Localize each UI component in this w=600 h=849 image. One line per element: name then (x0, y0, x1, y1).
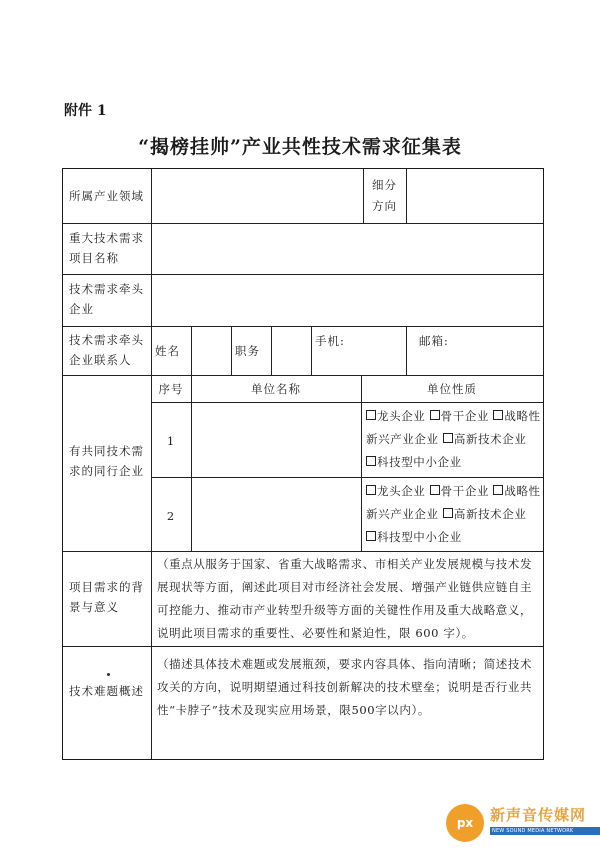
divider (63, 326, 543, 327)
industry-label: 所属产业领域 (69, 189, 144, 203)
difficulty-text[interactable]: （描述具体技术难题或发展瓶颈，要求内容具体、指向清晰；简述技术攻关的方向，说明期望通过科技创新解决的技术壁垒；说明是否行业共性“卡脖子”技术及现实应用场景，限500字以内）。 (157, 657, 533, 717)
position-label: 职务 (235, 344, 260, 358)
checkbox-icon[interactable] (493, 485, 503, 495)
form-title: “揭榜挂帅”产业共性技术需求征集表 (138, 136, 462, 158)
divider (151, 169, 152, 551)
project-name-label: 重大技术需求项目名称 (69, 231, 144, 265)
divider (151, 402, 543, 403)
checkbox-option[interactable]: 龙头企业 (366, 409, 425, 423)
peer-enterprises-label: 有共同技术需求的同行企业 (69, 444, 144, 478)
sub-direction-value[interactable] (409, 175, 539, 219)
contact-label: 技术需求牵头企业联系人 (69, 333, 144, 367)
phone-label: 手机: (315, 334, 345, 348)
checkbox-option-label: 高新技术企业 (453, 507, 527, 521)
divider (191, 326, 192, 375)
divider (151, 551, 152, 759)
divider (63, 223, 543, 224)
divider (63, 551, 543, 552)
checkbox-option-label: 战略性新兴产业企业 (366, 409, 541, 446)
divider (406, 326, 407, 375)
divider (231, 326, 232, 375)
checkbox-option[interactable]: 科技型中小企业 (366, 455, 462, 469)
lead-enterprise-value[interactable] (154, 278, 539, 322)
background-text[interactable]: （重点从服务于国家、省重大战略需求、市相关产业发展规模与技术发展现状等方面，阐述此项目对市经济社会发展、增强产业链供应链自主可控能力、推动市产业转型升级等方面的关键性作用及重大战略意义，说明此项目需求的重要性、必要性和紧迫性，限 600 字）。 (157, 557, 533, 640)
checkbox-option[interactable]: 科技型中小企业 (366, 530, 462, 544)
checkbox-icon[interactable] (493, 410, 503, 420)
logo-name-en: NEW SOUND MEDIA NETWORK (490, 827, 600, 835)
checkbox-icon (366, 485, 376, 495)
sub-direction-label: 细分方向 (372, 178, 397, 213)
mark-dot (107, 673, 110, 676)
col-no-header: 序号 (158, 382, 184, 396)
checkbox-icon (366, 456, 376, 466)
checkbox-option[interactable]: 龙头企业 (366, 484, 425, 498)
divider (311, 326, 312, 375)
logo-mark-icon: px (446, 804, 484, 842)
checkbox-icon (430, 485, 440, 495)
difficulty-label: 技术难题概述 (69, 684, 144, 698)
divider (191, 375, 192, 551)
checkbox-icon (430, 410, 440, 420)
watermark-logo (440, 798, 600, 849)
attachment-label: 附件 1 (64, 103, 107, 119)
divider (406, 169, 407, 223)
peer-row-no: 2 (166, 509, 176, 523)
col-name-header: 单位名称 (251, 382, 301, 396)
checkbox-option[interactable]: 骨干企业 (430, 409, 489, 423)
checkbox-option-label: 高新技术企业 (453, 432, 527, 446)
peer-row-name[interactable] (194, 405, 358, 474)
peer-row-no: 1 (166, 434, 176, 448)
background-label: 项目需求的背景与意义 (69, 580, 144, 614)
peer-row-name[interactable] (194, 480, 358, 548)
divider (63, 646, 543, 647)
name-label: 姓名 (155, 344, 180, 358)
checkbox-option-label: 战略性新兴产业企业 (366, 484, 541, 521)
divider (63, 274, 543, 275)
checkbox-icon (366, 410, 376, 420)
divider (363, 169, 364, 223)
industry-value[interactable] (154, 175, 360, 219)
form-table (62, 168, 544, 760)
col-type-header: 单位性质 (427, 382, 477, 396)
peer-row-type (366, 405, 542, 474)
lead-enterprise-label: 技术需求牵头企业 (69, 282, 144, 316)
checkbox-option[interactable]: 骨干企业 (430, 484, 489, 498)
peer-row-type (366, 480, 542, 549)
project-name-value[interactable] (154, 227, 539, 271)
checkbox-icon[interactable] (443, 508, 453, 518)
checkbox-icon[interactable] (443, 433, 453, 443)
divider (151, 477, 543, 478)
checkbox-icon (366, 531, 376, 541)
logo-name-cn: 新声音传媒网 (490, 806, 587, 824)
email-label: 邮箱: (419, 334, 449, 348)
divider (63, 375, 543, 376)
divider (361, 375, 362, 551)
divider (271, 326, 272, 375)
